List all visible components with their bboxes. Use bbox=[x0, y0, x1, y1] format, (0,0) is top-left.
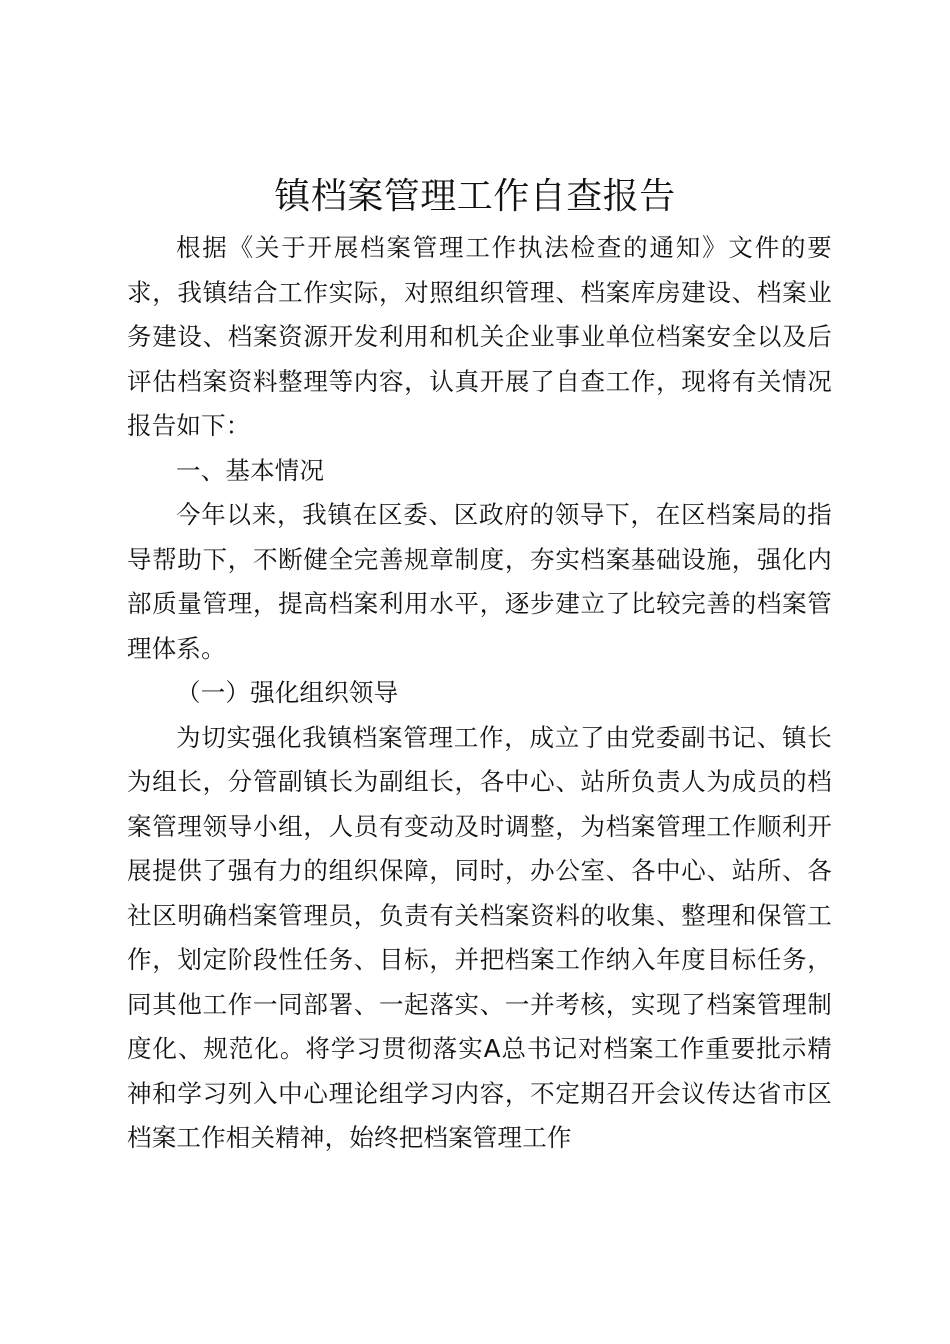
document-title: 镇档案管理工作自查报告 bbox=[274, 176, 676, 217]
intro-paragraph: 根据《关于开展档案管理工作执法检查的通知》文件的要求，我镇结合工作实际，对照组织管理、档案库房建设、档案业务建设、档案资源开发利用和机关企业事业单位档案安全以及后评估档案资料整理等内容，认真开展了自查工作，现将有关情况报告如下： bbox=[127, 233, 832, 440]
basic-situation-paragraph: 今年以来，我镇在区委、区政府的领导下，在区档案局的指导帮助下，不断健全完善规章制度，夯实档案基础设施，强化内部质量管理，提高档案利用水平，逐步建立了比较完善的档案管理体系。 bbox=[127, 500, 832, 663]
organization-paragraph: 为切实强化我镇档案管理工作，成立了由党委副书记、镇长为组长，分管副镇长为副组长，各中心、站所负责人为成员的档案管理领导小组，人员有变动及时调整，为档案管理工作顺利开展提供了强有力的组织保障，同时，办公室、各中心、站所、各社区明确档案管理员，负责有关档案资料的收集、整理和保管工作，划定阶段性任务、目标，并把档案工作纳入年度目标任务，同其他工作一同部署、一起落实、一并考核，实现了档案管理制度化、规范化。将学习贯彻落实A总书记对档案工作重要批示精神和学习列入中心理论组学习内容，不定期召开会议传达省市区档案工作相关精神，始终把档案管理工作 bbox=[127, 722, 832, 1152]
section-heading-basic-situation: 一、基本情况 bbox=[176, 455, 325, 485]
document-body bbox=[127, 226, 832, 1161]
subsection-heading-organization: （一）强化组织领导 bbox=[176, 678, 399, 707]
